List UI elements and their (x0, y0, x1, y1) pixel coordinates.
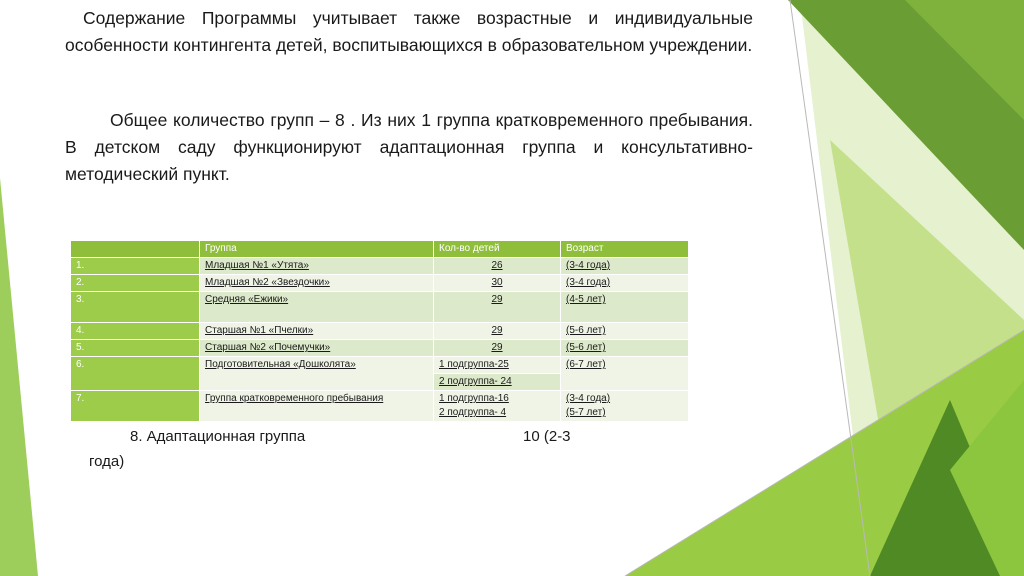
group-cell (200, 292, 434, 323)
count-link[interactable]: 2 подгруппа- 24 (439, 376, 512, 387)
row-number: 7. (71, 391, 200, 422)
age-cell (561, 323, 689, 340)
adaptation-group-label: 8. Адаптационная группа (130, 428, 306, 445)
table-row (71, 357, 689, 374)
group-link[interactable]: Младшая №2 «Звездочки» (205, 277, 330, 288)
count-link[interactable]: 29 (491, 325, 503, 336)
count-link[interactable]: 1 подгруппа-16 (439, 393, 509, 404)
row-number: 1. (71, 258, 200, 275)
age-link[interactable]: (3-4 года) (566, 277, 611, 288)
header-count: Кол-во детей (434, 241, 561, 258)
age-cell (561, 357, 689, 391)
adaptation-group-count: 10 (2-3 (523, 428, 571, 445)
table-row (71, 340, 689, 357)
age-cell (561, 275, 689, 292)
group-link[interactable]: Группа кратковременного пребывания (205, 393, 384, 404)
age-link[interactable]: (5-6 лет) (566, 342, 606, 353)
group-cell (200, 258, 434, 275)
age-link[interactable]: (3-4 года) (566, 260, 611, 271)
row-number: 4. (71, 323, 200, 340)
count-link[interactable]: 2 подгруппа- 4 (439, 407, 507, 418)
group-cell (200, 391, 434, 422)
count-link[interactable]: 29 (491, 294, 503, 305)
table-row (71, 323, 689, 340)
row-number: 3. (71, 292, 200, 323)
group-cell (200, 340, 434, 357)
header-age: Возраст (561, 241, 689, 258)
adaptation-group-age: года) (89, 453, 125, 470)
count-link[interactable]: 29 (491, 342, 503, 353)
count-cell (434, 357, 561, 374)
intro-paragraph-2: Общее количество групп – 8 . Из них 1 группа кратковременного пребывания. В детском саду функционируют адаптационная группа и консультативно-методический пункт. (65, 110, 753, 184)
intro-paragraph-1: Содержание Программы учитывает также возрастные и индивидуальные особенности контингента детей, воспитывающихся в образовательном учреждении. (65, 8, 753, 55)
count-link[interactable]: 1 подгруппа-25 (439, 359, 509, 370)
table-row (71, 391, 689, 422)
group-link[interactable]: Средняя «Ежики» (205, 294, 289, 305)
count-link[interactable]: 30 (491, 277, 503, 288)
header-group: Группа (200, 241, 434, 258)
count-cell (434, 258, 561, 275)
group-cell (200, 323, 434, 340)
group-link[interactable]: Младшая №1 «Утята» (205, 260, 309, 271)
age-link[interactable]: (4-5 лет) (566, 294, 606, 305)
age-cell (561, 292, 689, 323)
table-row (71, 258, 689, 275)
row-number: 5. (71, 340, 200, 357)
table-header-row (71, 241, 689, 258)
age-link[interactable]: (6-7 лет) (566, 359, 606, 370)
group-link[interactable]: Старшая №2 «Почемучки» (205, 342, 331, 353)
age-cell (561, 258, 689, 275)
row-number: 2. (71, 275, 200, 292)
group-link[interactable]: Подготовительная «Дошколята» (205, 359, 356, 370)
age-link[interactable]: (5-6 лет) (566, 325, 606, 336)
age-link[interactable]: (5-7 лет) (566, 407, 606, 418)
count-cell (434, 391, 561, 422)
count-cell (434, 323, 561, 340)
count-link[interactable]: 26 (491, 260, 503, 271)
left-green-triangle (0, 178, 38, 576)
count-cell (434, 292, 561, 323)
header-number (71, 241, 200, 258)
groups-table (70, 240, 689, 422)
count-cell (434, 275, 561, 292)
count-cell (434, 374, 561, 391)
row-number: 6. (71, 357, 200, 391)
group-cell (200, 357, 434, 391)
count-cell (434, 340, 561, 357)
age-cell (561, 340, 689, 357)
group-link[interactable]: Старшая №1 «Пчелки» (205, 325, 314, 336)
age-cell (561, 391, 689, 422)
table-row (71, 275, 689, 292)
age-link[interactable]: (3-4 года) (566, 393, 611, 404)
table-row (71, 292, 689, 323)
group-cell (200, 275, 434, 292)
